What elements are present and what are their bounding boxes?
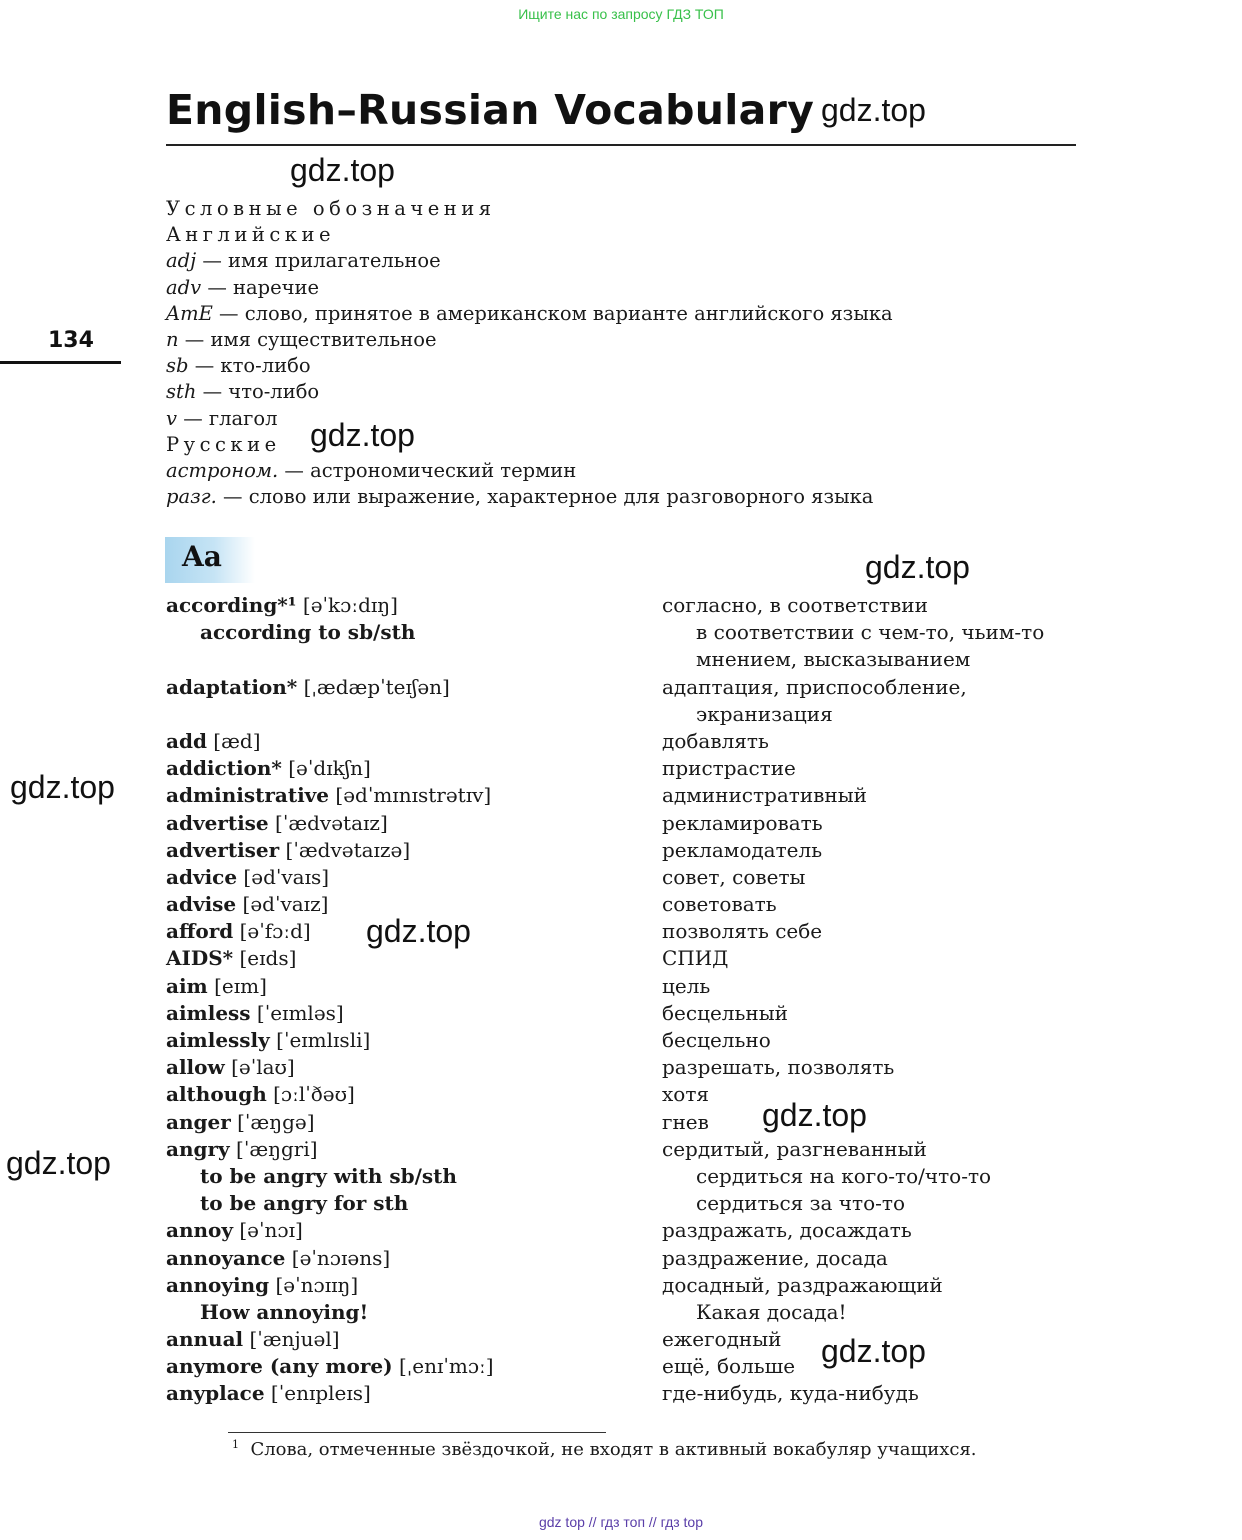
entry-english (166, 1109, 494, 1136)
transcription: [əˈnɔɪ] (233, 1218, 303, 1243)
transcription: [əˈkɔːdɪŋ] (296, 593, 398, 617)
entry-english (166, 1136, 494, 1163)
entry-english (166, 646, 494, 673)
bottom-note: gdz top // гдз топ // гдз top (538, 1514, 704, 1530)
headword: advise (166, 892, 237, 917)
transcription: [ˈeɪmlɪsli] (269, 1028, 371, 1052)
headword: allow (166, 1055, 225, 1080)
english-column (166, 592, 494, 1408)
legend-item: adv — наречие (166, 275, 320, 299)
headword: How annoying! (200, 1299, 369, 1324)
transcription: [əˈdɪkʃn] (281, 756, 371, 781)
entry-russian: ежегодный (662, 1327, 782, 1352)
watermark: gdz.top (762, 1097, 867, 1133)
watermark: gdz.top (821, 1333, 926, 1369)
legend-russian-heading: Русские (166, 432, 281, 456)
headword: anymore (any more) (166, 1354, 393, 1379)
entry-english (166, 1081, 494, 1108)
transcription: [eɪds] (233, 946, 297, 971)
entry-english (166, 837, 494, 864)
entry-russian: где-нибудь, куда-нибудь (662, 1381, 919, 1406)
transcription: [ˌenɪˈmɔː] (392, 1354, 494, 1379)
watermark: gdz.top (366, 913, 471, 949)
entry-russian: досадный, раздражающий (662, 1272, 943, 1297)
watermark: gdz.top (865, 549, 970, 585)
entry-english (166, 1353, 494, 1380)
entry-english (166, 1054, 494, 1081)
entry-english (166, 1299, 494, 1326)
headword: annoying (166, 1272, 270, 1297)
headword: to be angry for sth (200, 1191, 409, 1216)
entry-russian: административный (662, 783, 868, 808)
entry-russian: совет, советы (662, 864, 806, 889)
transcription: [ˈænjuəl] (243, 1327, 340, 1352)
headword: according*¹ (166, 593, 297, 617)
entry-english (166, 1190, 494, 1217)
headword: although (166, 1082, 267, 1107)
transcription: [əˈnɔɪəns] (285, 1245, 391, 1270)
entry-english (166, 1000, 494, 1027)
headword: adaptation* (166, 674, 298, 699)
legend-item: AmE — слово, принятое в американском варианте английского языка (166, 301, 893, 325)
entry-russian: разрешать, позволять (662, 1055, 895, 1080)
headword: anyplace (166, 1381, 265, 1406)
entry-russian: советовать (662, 892, 777, 917)
transcription: [ˈædvətaɪz] (268, 810, 388, 835)
headword: annoy (166, 1218, 234, 1243)
entry-russian: раздражать, досаждать (662, 1218, 912, 1243)
entry-english (166, 619, 494, 646)
entry-english (166, 1380, 494, 1407)
headword: afford (166, 919, 234, 944)
legend-item: sth — что-либо (166, 380, 320, 404)
entry-russian: мнением, высказыванием (696, 647, 971, 672)
entry-russian: согласно, в соответствии (662, 593, 928, 617)
transcription: [ˈæŋgri] (229, 1136, 318, 1161)
entry-english (166, 1272, 494, 1299)
headword: advertise (166, 810, 269, 835)
watermark: gdz.top (310, 417, 415, 453)
legend-item: sb — кто-либо (166, 354, 311, 378)
title-divider (166, 144, 1076, 146)
headword: add (166, 728, 207, 753)
entry-russian: сердиться за что-то (696, 1191, 905, 1216)
transcription: [ˈædvətaɪzə] (279, 837, 411, 862)
entry-russian: хотя (662, 1082, 710, 1107)
entry-english (166, 1163, 494, 1190)
headword: advice (166, 864, 238, 889)
entry-russian: бесцельный (662, 1000, 788, 1025)
entry-russian: в соответствии с чем-то, чьим-то (696, 620, 1045, 645)
page-number: 134 (48, 328, 94, 353)
legend-item: n — имя существительное (166, 327, 437, 351)
transcription: [eɪm] (207, 973, 267, 998)
headword: angry (166, 1136, 230, 1161)
legend-heading: Условные обозначения (166, 197, 496, 220)
entry-english (166, 592, 494, 619)
headword: advertiser (166, 837, 280, 862)
watermark: gdz.top (6, 1145, 111, 1181)
entry-english (166, 864, 494, 891)
entry-english (166, 1217, 494, 1244)
transcription: [ˌædæpˈteɪʃən] (297, 674, 450, 699)
legend-item: v — глагол (166, 406, 278, 430)
headword: administrative (166, 783, 330, 808)
entry-english (166, 1326, 494, 1353)
entry-english (166, 973, 494, 1000)
watermark: gdz.top (10, 769, 115, 805)
headword: AIDS* (166, 946, 234, 971)
entry-russian: цель (662, 973, 711, 998)
transcription: [ədˈmɪnɪstrətɪv] (329, 783, 492, 808)
transcription: [əˈfɔːd] (233, 919, 311, 944)
entry-english (166, 1027, 494, 1054)
entry-russian: Какая досада! (696, 1299, 847, 1324)
headword: to be angry with sb/sth (200, 1163, 457, 1188)
headword: anger (166, 1109, 231, 1134)
transcription: [ˈeɪmləs] (250, 1000, 344, 1025)
entry-russian: пристрастие (662, 756, 796, 781)
transcription: [əˈlaʊ] (224, 1055, 295, 1080)
headword: aimless (166, 1000, 251, 1025)
entry-english (166, 755, 494, 782)
footnote: $^1$ Слова, отмеченные звёздочкой, не входят в активный вокабуляр учащихся. (232, 1438, 977, 1460)
headword: according to sb/sth (200, 620, 416, 645)
transcription: [ədˈvaɪs] (237, 864, 330, 889)
legend-item: астроном. — астрономический термин (166, 458, 577, 482)
transcription: [ədˈvaɪz] (236, 892, 329, 917)
section-letter: Aa (182, 540, 222, 573)
page-number-rule (0, 361, 121, 364)
entry-russian: ещё, больше (662, 1354, 796, 1379)
legend (166, 196, 893, 510)
entry-russian: рекламировать (662, 810, 823, 835)
legend-item: разг. — слово или выражение, характерное для разговорного языка (166, 485, 874, 509)
footnote-rule (228, 1432, 606, 1433)
entry-russian: позволять себе (662, 919, 823, 944)
entry-english (166, 701, 494, 728)
legend-english-heading: Английские (166, 223, 336, 247)
entry-english (166, 782, 494, 809)
transcription: [ˈenɪpleɪs] (264, 1381, 371, 1406)
headword: annual (166, 1327, 244, 1352)
entry-english (166, 728, 494, 755)
transcription: [ɔːlˈðəʊ] (266, 1082, 355, 1107)
legend-item: adj — имя прилагательное (166, 249, 441, 273)
entry-russian: экранизация (696, 701, 833, 726)
entry-english (166, 1245, 494, 1272)
entry-russian: рекламодатель (662, 837, 823, 862)
entry-russian: гнев (662, 1109, 709, 1134)
entry-english (166, 810, 494, 837)
transcription: [æd] (206, 728, 261, 753)
entry-russian: сердитый, разгневанный (662, 1136, 927, 1161)
russian-column (662, 592, 1044, 1408)
watermark: gdz.top (290, 152, 395, 188)
entry-english (166, 674, 494, 701)
watermark: gdz.top (821, 92, 926, 128)
entry-russian: СПИД (662, 946, 729, 971)
entry-russian: добавлять (662, 728, 769, 753)
transcription: [əˈnɔɪɪŋ] (269, 1272, 359, 1297)
top-note: Ищите нас по запросу ГДЗ ТОП (518, 6, 724, 22)
entry-russian: сердиться на кого-то/что-то (696, 1163, 992, 1188)
headword: annoyance (166, 1245, 286, 1270)
headword: aim (166, 973, 208, 998)
entry-russian: адаптация, приспособление, (662, 674, 967, 699)
headword: aimlessly (166, 1028, 270, 1052)
transcription: [ˈæŋgə] (230, 1109, 315, 1134)
headword: addiction* (166, 756, 282, 781)
page-title: English–Russian Vocabulary (166, 86, 815, 134)
entry-russian: раздражение, досада (662, 1245, 888, 1270)
entry-russian: бесцельно (662, 1028, 771, 1052)
